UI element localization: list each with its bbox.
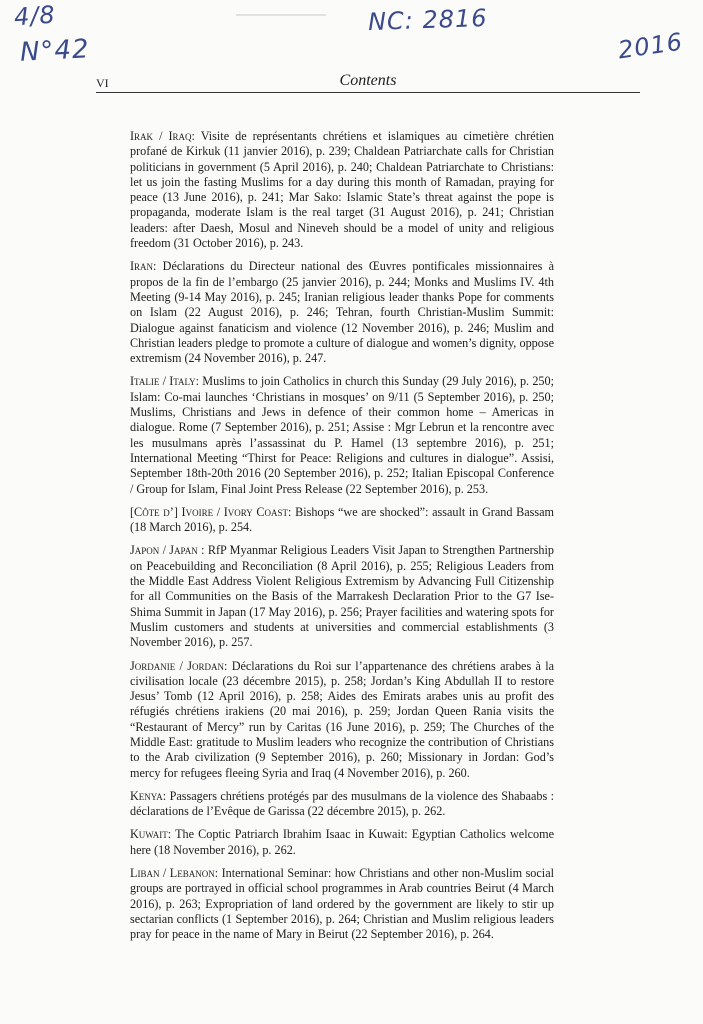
contents-entry-iraq [130, 129, 554, 251]
entry-text: The Coptic Patriarch Ibrahim Isaac in Kuwait: Egyptian Catholics welcome here (18 November 2016), p. 262. [130, 827, 554, 857]
entry-country: Italie / Italy: [130, 374, 200, 389]
entry-text: Bishops “we are shocked”: assault in Grand Bassam (18 March 2016), p. 254. [130, 504, 554, 535]
handwritten-issue-number: N°42 [19, 34, 91, 68]
entry-country: Irak / Iraq: [130, 129, 195, 143]
entry-country: [Côte d’] Ivoire / Ivory Coast: [130, 504, 292, 519]
contents-list [130, 129, 554, 951]
contents-entry-italy [130, 374, 554, 496]
entry-country: Kenya: [130, 788, 167, 803]
bleed-through-mark [236, 0, 326, 16]
contents-entry-japan [130, 543, 554, 650]
entry-text: Muslims to join Catholics in church this Sunday (29 July 2016), p. 250; Islam: Co-mai launches ‘Christians in mosques’ on 9/11 (5 September 2016), p. 250; Muslims, Christians and Jews in defence of their common home – Americas in dialogue. Rome (7 September 2016), p. 251; Assise : Mgr Lebrun et la rencontre avec les musulmans après l’assassinat du P. Hamel (13 septembre 2016), p. 251; International Meeting “Thirst for Peace: Religions and cultures in dialogue”. Assisi, September 18th-20th 2016 (20 September 2016), p. 252; Italian Episcopal Conference / Group for Islam, Final Joint Press Release (22 September 2016), p. 253. [130, 374, 555, 496]
entry-text: Déclarations du Roi sur l’appartenance des chrétiens arabes à la civilisation locale (23 décembre 2015), p. 258; Jordan’s King Abdullah II to restore Jesus’ Tomb (12 April 2016), p. 258; Aides des Emirats arabes unis au profit des réfugiés chrétiens irakiens (20 mai 2016), p. 259; Jordan Queen Rania visits the “Restaurant of Mercy” run by Caritas (16 June 2016), p. 259; The Churches of the Middle East: gratitude to Muslim leaders who recognize the contribution of Christians to the Arab civilization (9 September 2016), p. 260; Missionary in Jordan: God’s mercy for refugees fleeing Syria and Iraq (4 November 2016), p. 260. [130, 658, 555, 780]
contents-entry-kuwait [130, 827, 554, 858]
entry-text: International Seminar: how Christians and other non-Muslim social groups are portrayed in official school programmes in Arab countries Beirut (4 March 2016), p. 263; Expropriation of land ordered by the government are likely to stir up sectarian conflicts (1 September 2016), p. 264; Christian and Muslim religious leaders pray for peace in the name of Mary in Beirut (22 September 2016), p. 264. [130, 866, 554, 942]
entry-text: Visite de représentants chrétiens et islamiques au cimetière chrétien profané de Kirkuk (11 janvier 2016), p. 239; Chaldean Patriarchate calls for Christian politicians in government (5 April 2016), p. 240; Chaldean Patriarchate to Christians: let us join the fasting Muslims for a day during this month of Ramadan, praying for peace (13 June 2016), p. 241; Mar Sako: Islamic State’s threat against the pope is propaganda, moderate Islam is the real target (31 August 2016), p. 241; Christian leaders: after Daesh, Mosul and Nineveh should be a model of unity and religious freedom (31 October 2016), p. 243. [130, 129, 554, 251]
contents-entry-kenya [130, 789, 554, 820]
entry-country: Kuwait: [130, 827, 172, 842]
entry-country: Iran: [130, 259, 157, 274]
handwritten-catalog-number: NC: 2816 [367, 3, 488, 37]
entry-text: RfP Myanmar Religious Leaders Visit Japan to Strengthen Partnership on Peacebuilding and Reconciliation (8 April 2016), p. 255; Religious Leaders from the Middle East Address Violent Religious Extremism by Advancing Full Citizenship for all Communities on the Basis of the Marrakesh Declaration Prior to the G7 Ise-Shima Summit in Japan (17 May 2016), p. 256; Prayer facilities and watering spots for Muslim customers and students at universities and commercial establishments (3 November 2016), p. 257. [130, 543, 554, 650]
handwritten-note-top-left: 4/8 [13, 0, 57, 32]
running-header [96, 70, 640, 93]
contents-entry-jordan [130, 659, 554, 781]
entry-country: Liban / Lebanon: [130, 866, 219, 881]
contents-entry-iran [130, 259, 554, 366]
entry-country: Jordanie / Jordan: [130, 658, 228, 673]
entry-text: Passagers chrétiens protégés par des musulmans de la violence des Shabaabs : déclarations de l’Evêque de Garissa (22 décembre 2015), p. 262. [130, 788, 554, 819]
contents-entry-ivory-coast [130, 505, 554, 536]
entry-text: Déclarations du Directeur national des Œuvres pontificales missionnaires à propos de la fin de l’embargo (25 janvier 2016), p. 244; Monks and Muslims IV. 4th Meeting (9-14 May 2016), p. 245; Iranian religious leader thanks Pope for comments on Islam (22 August 2016), p. 246; Tehran, fourth Christian-Muslim Summit: Dialogue against fanaticism and violence (12 November 2016), p. 246; Muslim and Christian leaders pledge to promote a culture of dialogue and women’s dignity, oppose extremism (24 November 2016), p. 247. [130, 259, 554, 366]
page-number: VI [96, 76, 109, 90]
entry-country: Japon / Japan : [130, 543, 205, 558]
page-title: Contents [339, 72, 397, 89]
handwritten-year: 2016 [616, 27, 685, 65]
contents-entry-lebanon [130, 866, 554, 942]
